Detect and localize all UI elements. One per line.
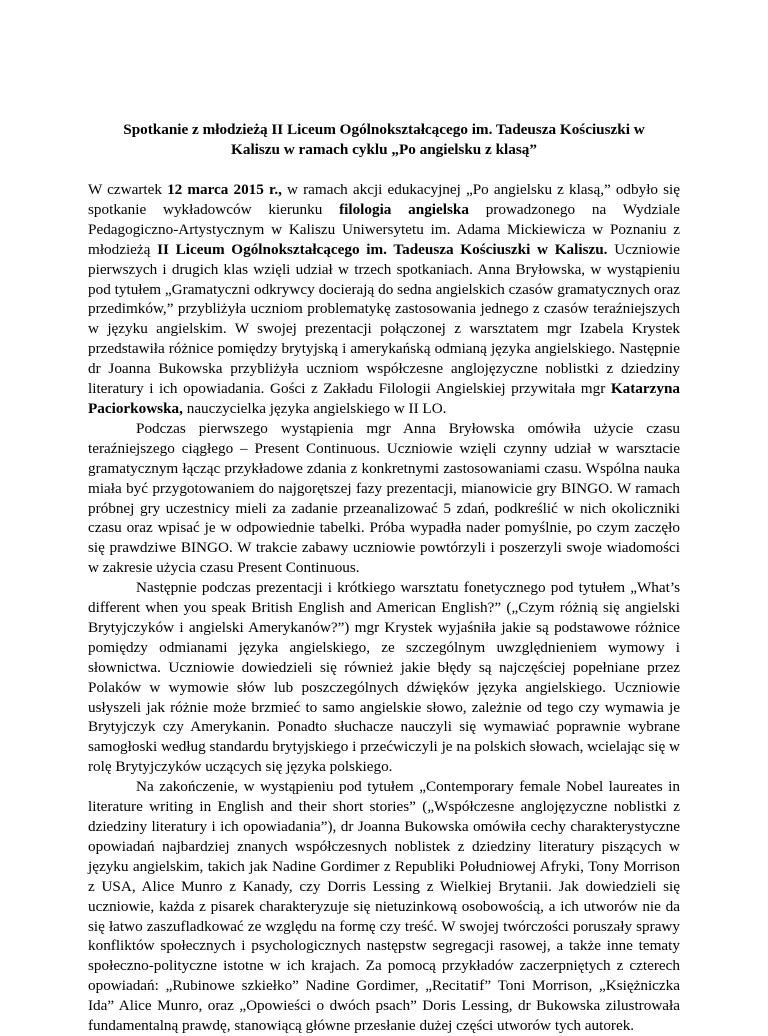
paragraph-2: Podczas pierwszego wystąpienia mgr Anna Bryłowska omówiła użycie czasu teraźniejszego ciągłego – Present Continuous. Uczniowie wzięli czynny udział w warsztacie gramatycznym łącząc przykładowe zdania z konkretnymi zastosowaniami czasu. Wspólna nauka miała być przygotowaniem do najgorętszej fazy prezentacji, mianowicie gry BINGO. W ramach próbnej gry uczestnicy mieli za zadanie przeanalizować 5 zdań, podkreślić w nich okoliczniki czasu oraz wpisać je w odpowiednie tabelki. Próba wypadła nader pomyślnie, po czym zaczęło się prawdziwe BINGO. W trakcie zabawy uczniowie powtórzyli i poszerzyli swoje wiadomości w zakresie użycia czasu Present Continuous. [88,419,680,577]
title-line-2: Kaliszu w ramach cyklu „Po angielsku z klasą” [231,141,537,158]
text-run: prowadzonego na Wydziale Pedagogiczno-Artystycznym w Kaliszu Uniwersytetu im. Adama Mickiewicza w Poznaniu z młodzieżą [88,200,680,258]
major-emphasis: filologia angielska [339,200,469,218]
paragraph-3: Następnie podczas prezentacji i krótkiego warsztatu fonetycznego pod tytułem „What’s different when you speak British English and American English?” („Czym różnią się angielski Brytyjczyków i angielski Amerykanów?”) mgr Krystek wyjaśniła jakie są podstawowe różnice pomiędzy odmianami języka angielskiego, ze szczególnym uwzględnieniem wymowy i słownictwa. Uczniowie dowiedzieli się również jakie błędy są najczęściej popełniane przez Polaków w wymowie słów lub poszczególnych dźwięków języka angielskiego. Uczniowie usłyszeli jak różnie może brzmieć to samo angielskie słowo, zależnie od tego czy wymawia je Brytyjczyk czy Amerykanin. Ponadto słuchacze nauczyli się wymawiać poprawnie wybrane samogłoski według standardu brytyjskiego i przećwiczyli je na polskich słowach, wcielając się w rolę Brytyjczyków uczących się języka polskiego. [88,579,680,776]
text-run: W czwartek [88,181,168,198]
date-emphasis: 12 marca 2015 r., [167,181,282,198]
text-run: w ramach akcji edukacyjnej „Po angielsku z klasą,” odbyło się spotkanie wykładowców kierunku [88,181,680,218]
paragraph-4: Na zakończenie, w wystąpieniu pod tytułem „Contemporary female Nobel laureates in literature writing in English and their short stories” („Współczesne anglojęzyczne noblistki z dziedziny literatury i ich opowiadania”), dr Joanna Bukowska omówiła cechy charakterystyczne opowiadań najbardziej znanych współczesnych noblistek z dziedziny literatury piszących w języku angielskim, takich jak Nadine Gordimer z Republiki Południowej Afryki, Tony Morrison z USA, Alice Munro z Kanady, czy Dorris Lessing z Wielkiej Brytanii. Jak dowiedzieli się uczniowie, każda z pisarek charakteryzuje się nietuzinkową osobowością, a ich utworów nie da się łatwo zaszufladkować ze względu na formę czy treść. W swojej twórczości poruszały sprawy konfliktów społecznych i psychologicznych następstw segregacji rasowej, a także inne tematy społeczno-polityczne istotne w ich krajach. Za pomocą przykładów zaczerpniętych z czterech opowiadań: „Rubinowe szkiełko” Nadine Gordimer, „Recitatif” Toni Morrison, „Księżniczka Ida” Alice Munro, oraz „Opowieści o dwóch psach” Doris Lessing, dr Bukowska zilustrowała fundamentalną prawdę, stanowiącą główne przesłanie dużej części utworów tych autorek. [88,778,680,1035]
text-run: Uczniowie pierwszych i drugich klas wzięli udział w trzech spotkaniach. Anna Bryłowska, w wystąpieniu pod tytułem „Gramatyczni odkrywcy docierają do sedna angielskich czasów gramatycznych oraz przedimków,” przybliżyła uczniom problematykę zastosowania jednego z czasów teraźniejszych w języku angielskim. W swojej prezentacji połączonej z warsztatem mgr Izabela Krystek przedstawiła różnice pomiędzy brytyjską i amerykańską odmianą języka angielskiego. Następnie dr Joanna Bukowska przybliżyła uczniom współczesne anglojęzyczne noblistki z dziedziny literatury i ich opowiadania. Gości z Zakładu Filologii Angielskiej przywitała mgr [88,240,680,398]
teacher-emphasis: Katarzyna Paciorkowska, [88,380,680,417]
title-line-1: Spotkanie z młodzieżą II Liceum Ogólnokształcącego im. Tadeusza Kościuszki w [123,121,645,138]
school-emphasis: II Liceum Ogólnokształcącego im. Tadeusza Kościuszki w Kaliszu. [157,240,608,258]
text-run: nauczycielka języka angielskiego w II LO. [182,399,447,417]
paragraph-1 [88,180,680,419]
document-title [88,120,680,160]
